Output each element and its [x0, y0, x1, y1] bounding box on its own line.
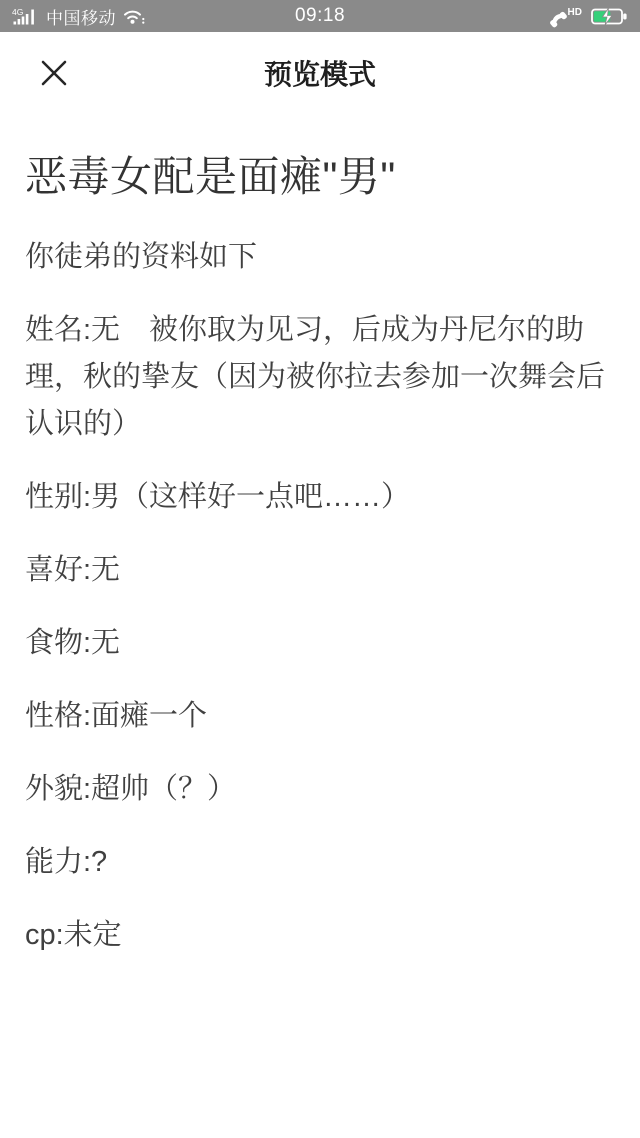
article-paragraph: 姓名:无 被你取为见习，后成为丹尼尔的助理，秋的挚友（因为被你拉去参加一次舞会后认识的） [25, 314, 606, 440]
status-bar-right [345, 5, 628, 28]
article-paragraph: 食物:无 [25, 627, 121, 659]
signal-strength-icon [12, 7, 39, 26]
page-title: 预览模式 [263, 59, 376, 90]
carrier-label: 中国移动 [46, 8, 116, 28]
article-title: 恶毒女配是面瘫"男" [25, 153, 396, 200]
close-icon [39, 58, 69, 88]
article-paragraph: 性格:面瘫一个 [25, 700, 208, 732]
battery-charging-icon [591, 7, 628, 26]
status-bar-left [12, 4, 295, 29]
status-bar-center [295, 5, 345, 27]
article-paragraph: 喜好:无 [25, 554, 121, 586]
article-paragraph: 你徒弟的资料如下 [25, 241, 258, 273]
hd-call-icon [547, 5, 584, 28]
network-badge: 4G [12, 6, 24, 17]
hd-badge: HD [567, 6, 582, 18]
close-button[interactable] [38, 57, 70, 89]
preview-header [0, 32, 640, 114]
article-preview [0, 152, 640, 959]
article-paragraph: 外貌:超帅（？） [25, 773, 237, 805]
article-paragraph: 性别:男（这样好一点吧……） [25, 481, 411, 513]
wifi-icon [123, 8, 146, 25]
article-paragraph: cp:未定 [25, 919, 122, 951]
article-paragraph: 能力:? [25, 846, 108, 878]
status-bar [0, 0, 640, 32]
article-body [25, 234, 615, 959]
clock: 09:18 [294, 5, 346, 26]
